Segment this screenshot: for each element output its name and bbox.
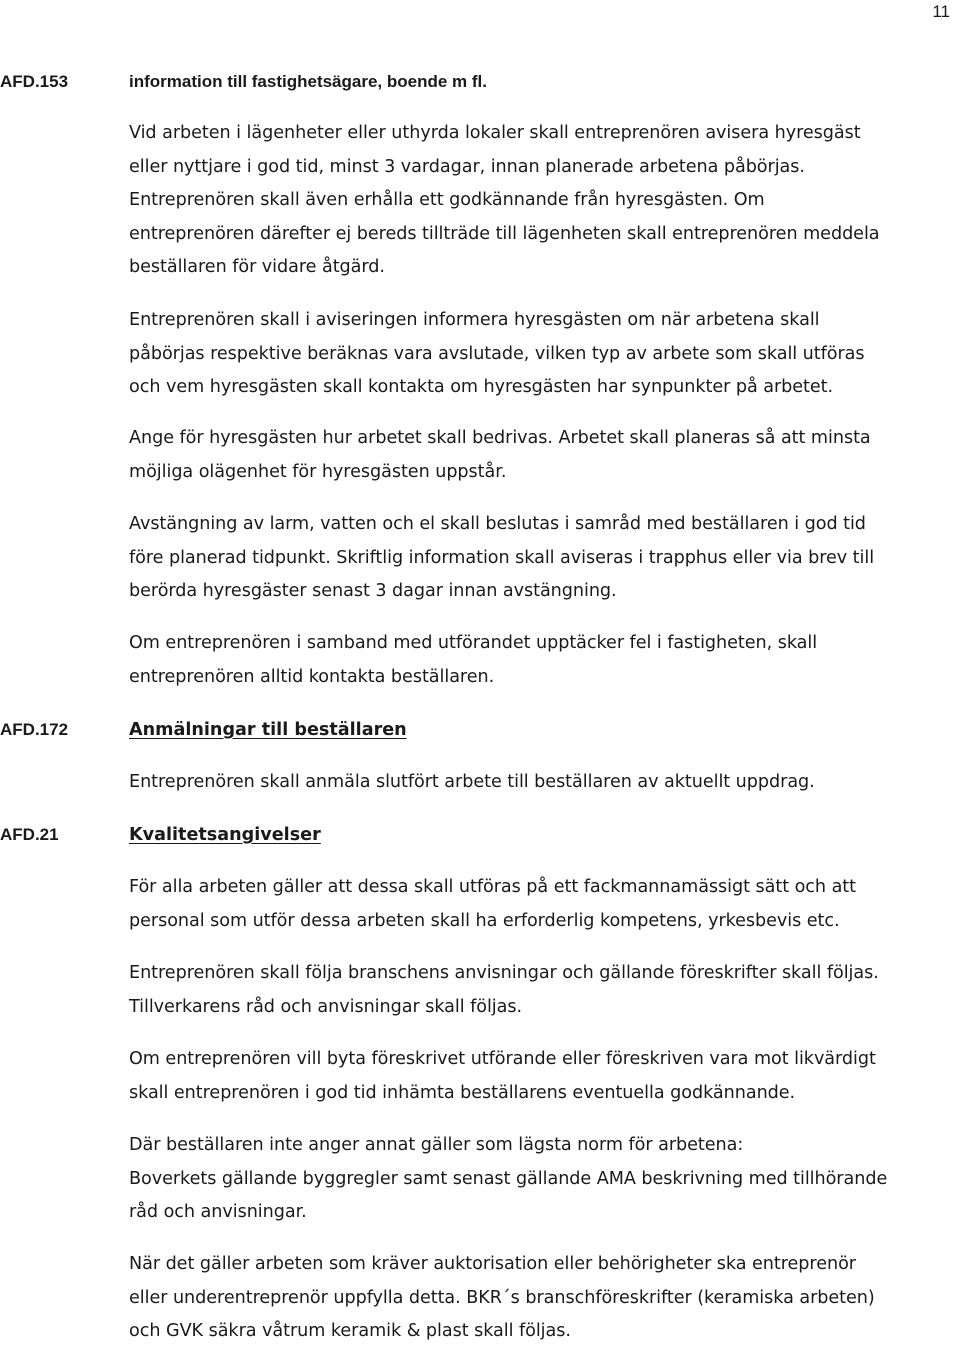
paragraph xyxy=(129,1129,957,1230)
text-line: För alla arbeten gäller att dessa skall utföras på ett fackmannamässigt sätt och att xyxy=(129,877,856,897)
text-line: Om entreprenören i samband med utförandet upptäcker fel i fastigheten, skall xyxy=(129,633,818,653)
text-line: När det gäller arbeten som kräver auktorisation eller behörigheter ska entreprenör xyxy=(129,1254,856,1274)
paragraph xyxy=(129,304,957,405)
section-heading-afd153: information till fastighetsägare, boende m fl. xyxy=(129,72,487,91)
section-code-afd172: AFD.172 xyxy=(0,720,69,739)
paragraph xyxy=(129,1043,957,1110)
text-line: Avstängning av larm, vatten och el skall beslutas i samråd med beställaren i god tid xyxy=(129,514,866,534)
text-line: Boverkets gällande byggregler samt senast gällande AMA beskrivning med tillhörande xyxy=(129,1168,888,1189)
section-heading-afd21: Kvalitetsangivelser xyxy=(129,825,321,845)
section-code-afd153: AFD.153 xyxy=(0,72,69,91)
text-line: beställaren för vidare åtgärd. xyxy=(129,257,385,277)
paragraph xyxy=(129,627,957,694)
paragraph xyxy=(129,766,957,800)
text-line: Entreprenören skall följa branschens anvisningar och gällande föreskrifter skall följas. xyxy=(129,963,879,983)
text-line: Om entreprenören vill byta föreskrivet utförande eller föreskriven vara mot likvärdigt xyxy=(129,1049,876,1069)
paragraph xyxy=(129,422,957,489)
text-line: och vem hyresgästen skall kontakta om hyresgästen har synpunkter på arbetet. xyxy=(129,377,834,397)
text-line: berörda hyresgäster senast 3 dagar innan avstängning. xyxy=(129,581,617,601)
text-line: råd och anvisningar. xyxy=(129,1202,307,1222)
text-line: påbörjas respektive beräknas vara avslutade, vilken typ av arbete som skall utföras xyxy=(129,343,865,364)
text-line: entreprenören alltid kontakta beställaren. xyxy=(129,666,495,687)
text-line: Ange för hyresgästen hur arbetet skall bedrivas. Arbetet skall planeras så att minsta xyxy=(129,428,871,448)
text-line: Tillverkarens råd och anvisningar skall följas. xyxy=(129,996,523,1017)
text-line: eller nyttjare i god tid, minst 3 vardagar, innan planerade arbetena påbörjas. xyxy=(129,156,805,177)
paragraph xyxy=(129,871,957,938)
text-line: Entreprenören skall i aviseringen informera hyresgästen om när arbetena skall xyxy=(129,310,820,330)
text-line: Entreprenören skall även erhålla ett godkännande från hyresgästen. Om xyxy=(129,190,765,210)
text-line: före planerad tidpunkt. Skriftlig information skall aviseras i trapphus eller via brev till xyxy=(129,547,875,568)
paragraph xyxy=(129,1248,957,1349)
text-line: eller underentreprenör uppfylla detta. BKR´s branschföreskrifter (keramiska arbeten) xyxy=(129,1287,875,1308)
text-line: Entreprenören skall anmäla slutfört arbete till beställaren av aktuellt uppdrag. xyxy=(129,772,815,792)
text-line: möjliga olägenhet för hyresgästen uppstår. xyxy=(129,461,507,482)
section-heading-afd172: Anmälningar till beställaren xyxy=(129,720,407,740)
text-line: skall entreprenören i god tid inhämta beställarens eventuella godkännande. xyxy=(129,1082,796,1103)
text-line: entreprenören därefter ej bereds tillträde till lägenheten skall entreprenören meddela xyxy=(129,223,880,244)
paragraph xyxy=(129,508,957,609)
text-line: personal som utför dessa arbeten skall ha erforderlig kompetens, yrkesbevis etc. xyxy=(129,910,840,931)
text-line: Där beställaren inte anger annat gäller som lägsta norm för arbetena: xyxy=(129,1135,744,1155)
page-number: 11 xyxy=(932,2,950,21)
text-line: Vid arbeten i lägenheter eller uthyrda lokaler skall entreprenören avisera hyresgäst xyxy=(129,123,861,143)
paragraph xyxy=(129,957,957,1024)
paragraph xyxy=(129,117,957,285)
section-code-afd21: AFD.21 xyxy=(0,825,59,844)
text-line: och GVK säkra våtrum keramik & plast skall följas. xyxy=(129,1321,571,1341)
